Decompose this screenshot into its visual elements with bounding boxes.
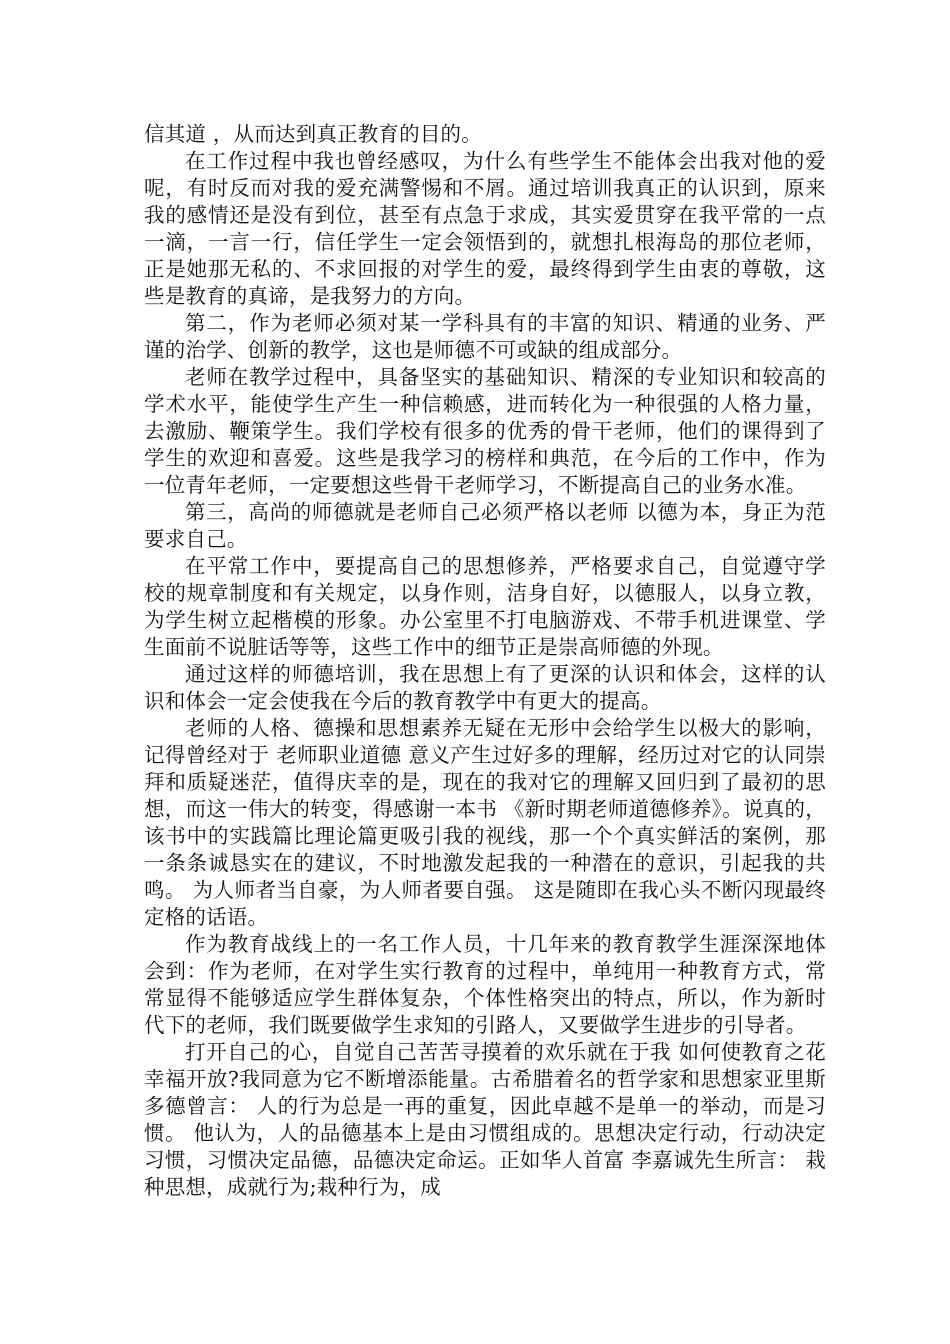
paragraph-9: 作为教育战线上的一名工作人员，十几年来的教育教学生涯深深地体会到：作为老师，在对学生实行教育的过程中，单纯用一种教育方式，常常显得不能够适应学生群体复杂，个体性格突出的特点，所以，作为新时代下的老师，我们既要做学生求知的引路人，又要做学生进步的引导者。 xyxy=(144,932,826,1037)
document-body xyxy=(144,121,826,1201)
paragraph-1: 信其道 ，从而达到真正教育的目的。 xyxy=(144,122,482,146)
paragraph-7: 通过这样的师德培训，我在思想上有了更深的认识和体会，这样的认识和体会一定会使我在今后的教育教学中有更大的提高。 xyxy=(144,662,826,713)
paragraph-8: 老师的人格、德操和思想素养无疑在无形中会给学生以极大的影响，记得曾经对于 老师职业道德 意义产生过好多的理解，经历过对它的认同崇拜和质疑迷茫，值得庆幸的是，现在的我对它的理解又回归到了最初的思想，而这一伟大的转变，得感谢一本书 《新时期老师道德修养》。说真的，该书中的实践篇比理论篇更吸引我的视线，那一个个真实鲜活的案例，那一条条诚恳实在的建议，不时地激发起我的一种潜在的意识，引起我的共鸣。 为人师者当自豪，为人师者要自强。 这是随即在我心头不断闪现最终定格的话语。 xyxy=(144,716,826,929)
paragraph-3: 第二，作为老师必须对某一学科具有的丰富的知识、精通的业务、严谨的治学、创新的教学，这也是师德不可或缺的组成部分。 xyxy=(144,311,826,362)
paragraph-6: 在平常工作中，要提高自己的思想修养，严格要求自己，自觉遵守学校的规章制度和有关规定，以身作则，洁身自好，以德服人，以身立教，为学生树立起楷模的形象。办公室里不打电脑游戏、不带手机进课堂、学生面前不说脏话等等，这些工作中的细节正是崇高师德的外现。 xyxy=(144,554,826,659)
paragraph-2: 在工作过程中我也曾经感叹，为什么有些学生不能体会出我对他的爱呢，有时反而对我的爱充满警惕和不屑。通过培训我真正的认识到，原来我的感情还是没有到位，甚至有点急于求成，其实爱贯穿在我平常的一点一滴，一言一行，信任学生一定会领悟到的，就想扎根海岛的那位老师，正是她那无私的、不求回报的对学生的爱，最终得到学生由衷的尊敬，这些是教育的真谛，是我努力的方向。 xyxy=(144,149,826,308)
paragraph-10: 打开自己的心，自觉自己苦苦寻摸着的欢乐就在于我 如何使教育之花幸福开放?我同意为它不断增添能量。古希腊着名的哲学家和思想家亚里斯多德曾言： 人的行为总是一再的重复，因此卓越不是单一的举动，而是习惯。 他认为，人的品德基本上是由习惯组成的。思想决定行动，行动决定习惯，习惯决定品德，品德决定命运。正如华人首富 李嘉诚先生所言： 栽种思想，成就行为;栽种行为，成 xyxy=(144,1040,826,1199)
paragraph-4: 老师在教学过程中，具备坚实的基础知识、精深的专业知识和较高的学术水平，能使学生产生一种信赖感，进而转化为一种很强的人格力量，去激励、鞭策学生。我们学校有很多的优秀的骨干老师，他们的课得到了学生的欢迎和喜爱。这些是我学习的榜样和典范，在今后的工作中，作为一位青年老师，一定要想这些骨干老师学习，不断提高自己的业务水准。 xyxy=(144,365,826,497)
paragraph-5: 第三，高尚的师德就是老师自己必须严格以老师 以德为本，身正为范 要求自己。 xyxy=(144,500,826,551)
